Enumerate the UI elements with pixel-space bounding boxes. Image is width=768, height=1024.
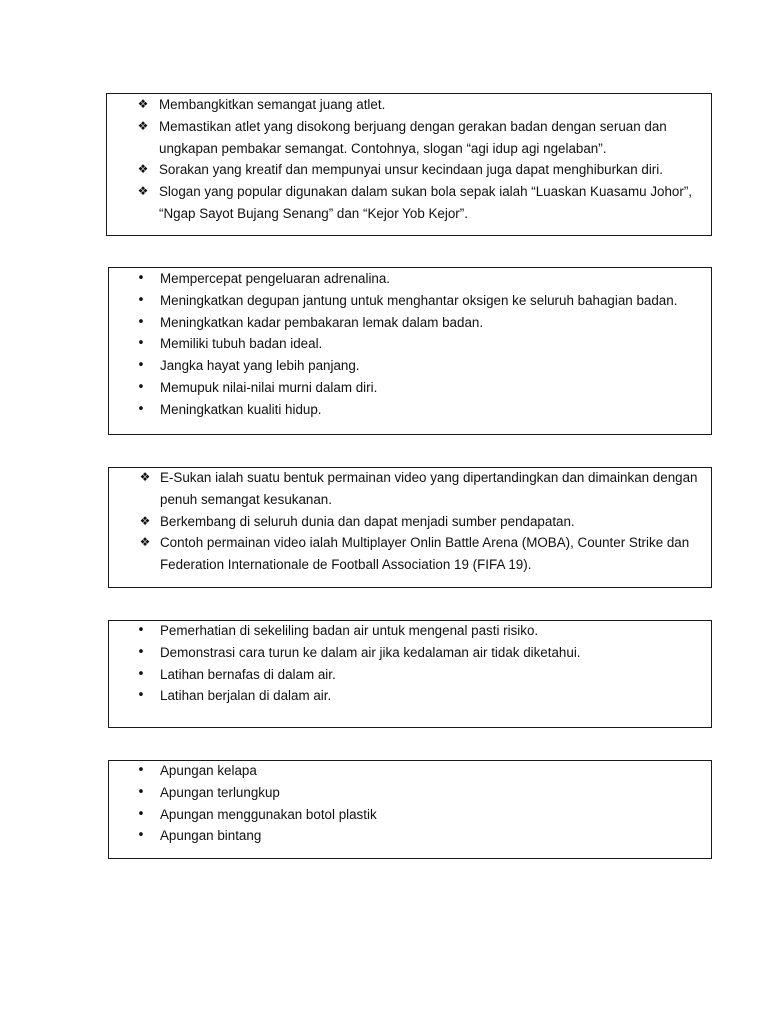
list-item-text: Berkembang di seluruh dunia dan dapat menjadi sumber pendapatan. xyxy=(160,513,575,529)
list-item-text: Apungan terlungkup xyxy=(160,784,280,800)
list-item-text: Latihan bernafas di dalam air. xyxy=(160,666,336,682)
list-item xyxy=(109,511,711,533)
list-item xyxy=(109,399,711,421)
list-item xyxy=(109,290,711,312)
bullet-icon: • xyxy=(137,336,145,352)
diamond-bullet-icon: ❖ xyxy=(137,118,149,133)
bullet-icon: • xyxy=(137,401,145,417)
bullet-icon: • xyxy=(137,271,145,286)
bullet-list xyxy=(109,467,711,576)
list-item-text: Meningkatkan kualiti hidup. xyxy=(160,401,322,417)
list-item xyxy=(109,642,711,664)
list-item xyxy=(109,782,711,804)
list-item xyxy=(109,355,711,377)
list-item-text: E-Sukan ialah suatu bentuk permainan video yang dipertandingkan dan dimainkan dengan penuh semangat kesukanan. xyxy=(160,470,698,507)
bullet-icon: • xyxy=(137,784,145,800)
box-kebaikan-senaman xyxy=(108,267,712,435)
list-item-text: Membangkitkan semangat juang atlet. xyxy=(159,97,386,112)
bullet-icon: • xyxy=(137,314,145,330)
bullet-icon: • xyxy=(137,763,145,778)
list-item-text: Meningkatkan kadar pembakaran lemak dalam badan. xyxy=(160,314,484,330)
list-item xyxy=(109,312,711,334)
diamond-bullet-icon: ❖ xyxy=(137,97,149,111)
bullet-icon: • xyxy=(137,623,145,638)
list-item xyxy=(109,685,711,707)
list-item xyxy=(109,620,711,642)
list-item-text: Memupuk nilai-nilai murni dalam diri. xyxy=(160,379,378,395)
list-item-text: Contoh permainan video ialah Multiplayer Onlin Battle Arena (MOBA), Counter Strike dan Federation Internationale de Football Association 19 (FIFA 19). xyxy=(160,535,690,573)
list-item-text: Latihan berjalan di dalam air. xyxy=(160,688,332,704)
list-item-text: Sorakan yang kreatif dan mempunyai unsur kecindaan juga dapat menghiburkan diri. xyxy=(159,162,663,178)
list-item xyxy=(109,532,711,576)
diamond-bullet-icon: ❖ xyxy=(139,470,151,484)
list-item xyxy=(109,664,711,686)
box-e-sukan xyxy=(108,467,712,588)
bullet-icon: • xyxy=(137,379,145,395)
bullet-icon: • xyxy=(137,292,145,308)
bullet-icon: • xyxy=(137,644,145,660)
list-item-text: Slogan yang popular digunakan dalam sukan bola sepak ialah “Luaskan Kuasamu Johor”, “Ngap Sayot Bujang Senang” dan “Kejor Yob Kejor”. xyxy=(159,184,693,221)
list-item xyxy=(109,377,711,399)
list-item-text: Demonstrasi cara turun ke dalam air jika kedalaman air tidak diketahui. xyxy=(160,644,581,660)
list-item-text: Jangka hayat yang lebih panjang. xyxy=(160,358,360,374)
list-item xyxy=(109,825,711,847)
bullet-list xyxy=(107,94,711,225)
list-item xyxy=(107,181,711,225)
list-item xyxy=(107,159,711,181)
list-item xyxy=(109,804,711,826)
diamond-bullet-icon: ❖ xyxy=(139,513,151,528)
box-jenis-apungan xyxy=(108,760,712,859)
bullet-icon: • xyxy=(137,806,145,822)
bullet-list xyxy=(109,620,711,707)
list-item-text: Memastikan atlet yang disokong berjuang dengan gerakan badan dengan seruan dan ungkapan pembakar semangat. Contohnya, slogan “agi idup agi ngelaban”. xyxy=(159,118,667,156)
diamond-bullet-icon: ❖ xyxy=(137,184,149,199)
diamond-bullet-icon: ❖ xyxy=(139,535,151,550)
bullet-list xyxy=(109,268,711,421)
bullet-icon: • xyxy=(137,828,145,844)
bullet-icon: • xyxy=(137,358,145,374)
list-item-text: Apungan kelapa xyxy=(160,763,257,778)
box-keselamatan-air xyxy=(108,620,712,728)
list-item-text: Pemerhatian di sekeliling badan air untuk mengenal pasti risiko. xyxy=(160,623,539,638)
box-semangat-sorakan xyxy=(106,93,712,236)
list-item xyxy=(107,94,711,116)
list-item xyxy=(109,467,711,511)
list-item-text: Meningkatkan degupan jantung untuk menghantar oksigen ke seluruh bahagian badan. xyxy=(160,292,678,308)
bullet-icon: • xyxy=(137,666,145,682)
list-item xyxy=(109,333,711,355)
list-item xyxy=(109,268,711,290)
list-item-text: Mempercepat pengeluaran adrenalina. xyxy=(160,271,391,286)
list-item xyxy=(109,760,711,782)
list-item-text: Apungan menggunakan botol plastik xyxy=(160,806,377,822)
list-item-text: Memiliki tubuh badan ideal. xyxy=(160,336,323,352)
list-item-text: Apungan bintang xyxy=(160,828,262,844)
list-item xyxy=(107,116,711,160)
bullet-list xyxy=(109,760,711,847)
diamond-bullet-icon: ❖ xyxy=(137,162,149,177)
bullet-icon: • xyxy=(137,688,145,704)
